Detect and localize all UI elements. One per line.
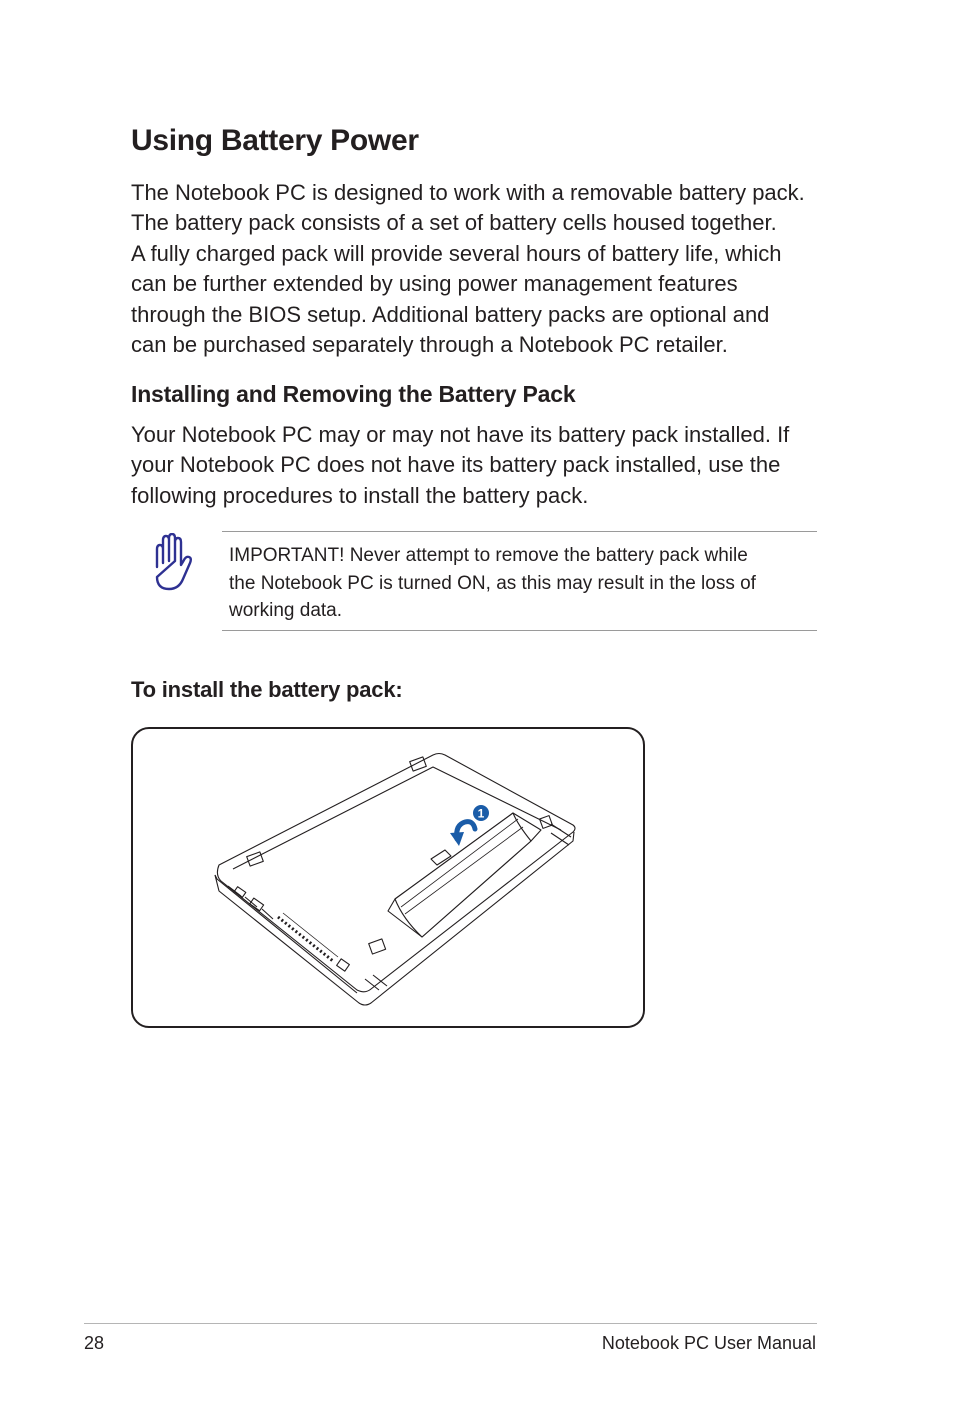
note-line: IMPORTANT! Never attempt to remove the battery pack while	[229, 545, 748, 566]
laptop-illustration	[133, 729, 643, 1026]
section-line: Your Notebook PC may or may not have its battery pack installed. If	[131, 422, 790, 447]
intro-line: through the BIOS setup. Additional battery packs are optional and	[131, 301, 770, 327]
section-line: following procedures to install the battery pack.	[131, 482, 589, 508]
intro-line: A fully charged pack will provide several hours of battery life, which	[131, 240, 782, 266]
note-top-rule	[222, 531, 817, 532]
raised-hand-icon	[148, 533, 194, 593]
step-marker-label: 1	[477, 806, 485, 821]
step-marker	[473, 805, 489, 821]
manual-title: Notebook PC User Manual	[601, 1333, 816, 1353]
intro-line: can be further extended by using power management features	[131, 271, 738, 297]
section-paragraph	[131, 420, 831, 511]
important-note	[229, 542, 814, 625]
page-number: 28	[84, 1333, 105, 1353]
intro-line: can be purchased separately through a Notebook PC retailer.	[131, 332, 728, 358]
curved-arrow-icon	[450, 822, 475, 846]
page-title: Using Battery Power	[131, 124, 419, 157]
note-bottom-rule	[222, 630, 817, 631]
intro-line: The battery pack consists of a set of battery cells housed together.	[131, 210, 777, 236]
intro-paragraph	[131, 178, 831, 360]
section-line: your Notebook PC does not have its battery pack installed, use the	[131, 452, 781, 478]
steps-heading: To install the battery pack:	[131, 677, 403, 702]
note-line: the Notebook PC is turned ON, as this may result in the loss of	[229, 572, 756, 594]
battery-install-figure	[131, 727, 645, 1028]
footer-rule	[84, 1323, 817, 1324]
note-line: working data.	[229, 600, 343, 621]
intro-line: The Notebook PC is designed to work with a removable battery pack.	[131, 180, 805, 205]
section-heading: Installing and Removing the Battery Pack	[131, 381, 576, 407]
